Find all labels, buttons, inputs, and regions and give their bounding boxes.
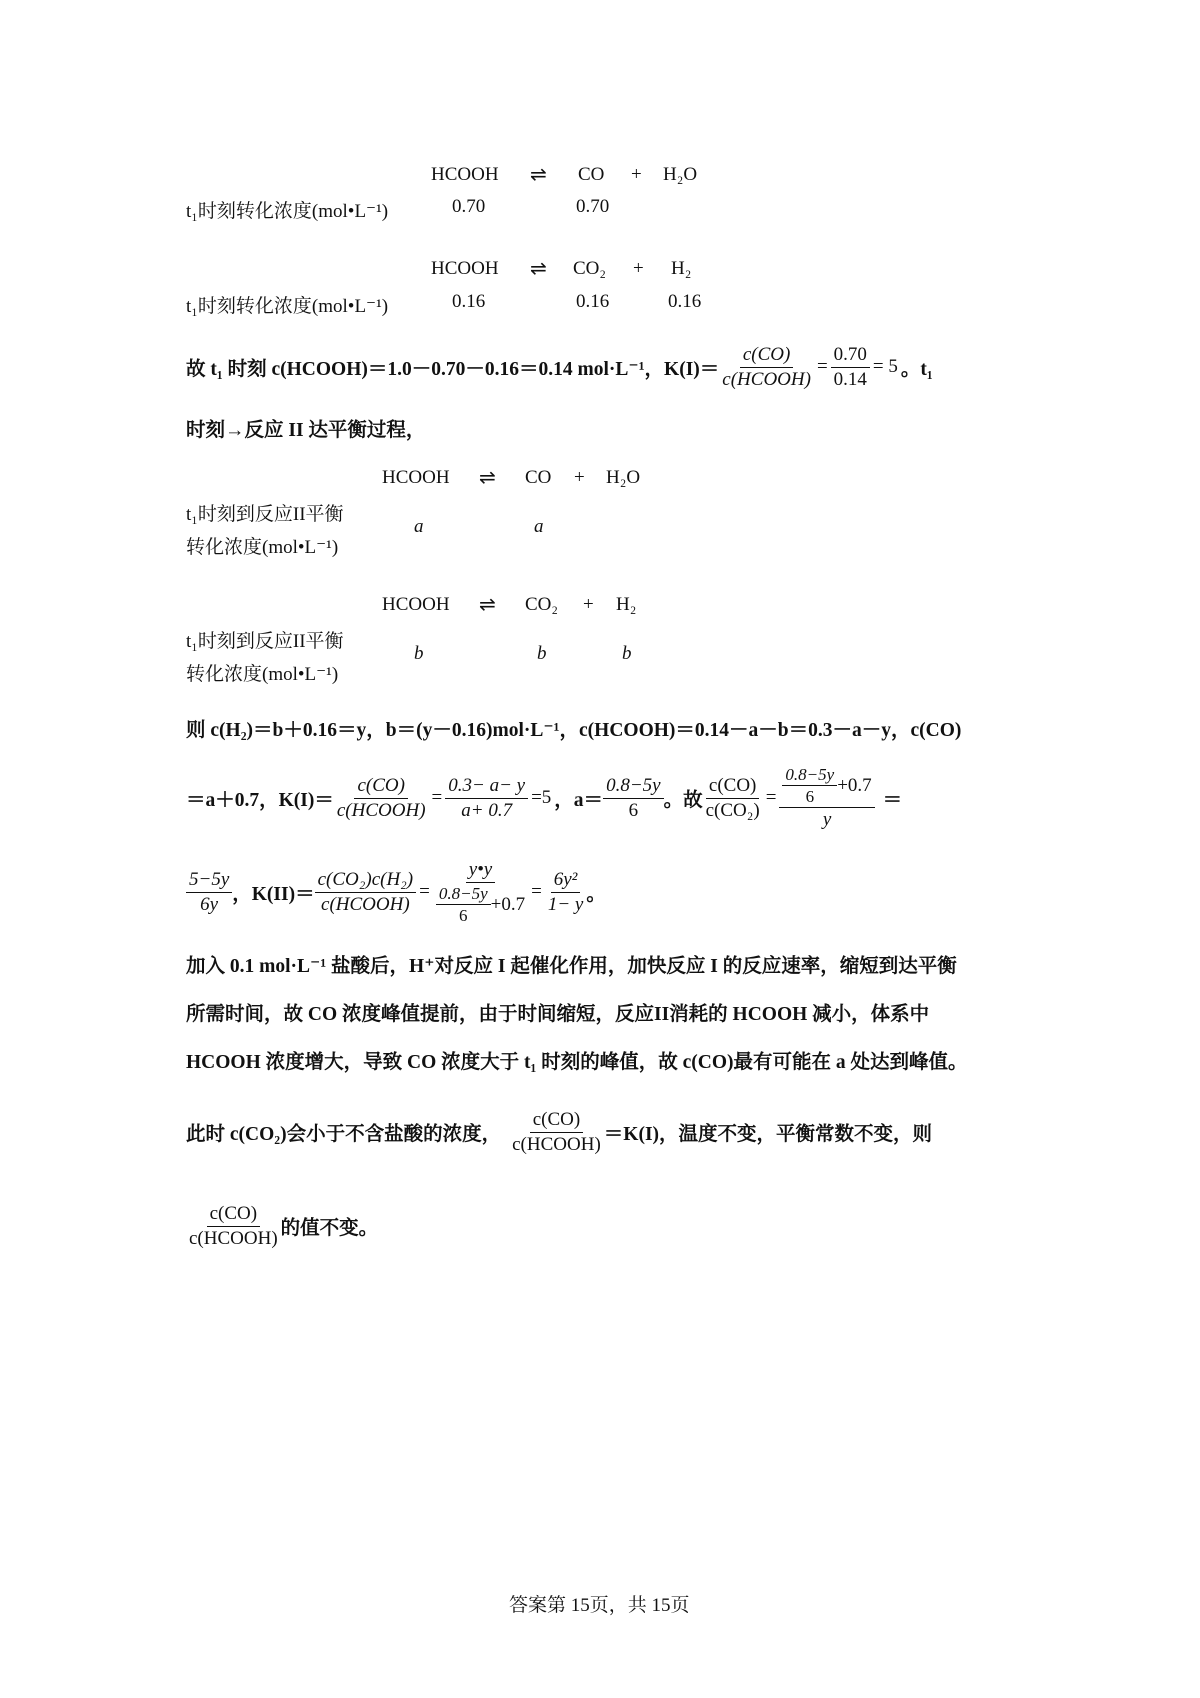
- table2-plus: +: [633, 258, 644, 279]
- inner-fraction: [436, 883, 491, 927]
- para1-text-b: 。t₁: [900, 359, 933, 380]
- table1-value-hcooh: 0.70: [452, 196, 486, 217]
- fraction-den: 6: [805, 787, 815, 807]
- table3-row-label-1: t₁时刻到反应II平衡: [186, 504, 344, 525]
- fraction-den: c(CO₂): [705, 799, 760, 821]
- fraction-co-co2: [703, 774, 763, 823]
- fraction-den: c(HCOOH): [189, 1227, 278, 1249]
- fraction-num: 0.8−5y: [436, 883, 491, 905]
- fraction-compound: [779, 764, 874, 832]
- fraction-kI-expr: [445, 774, 528, 823]
- fraction-kII-expr: [433, 858, 528, 926]
- para3-line2: 所需时间，故 CO 浓度峰值提前，由于时间缩短，反应II消耗的 HCOOH 减小，体系中: [186, 1004, 930, 1025]
- fraction-num: c(CO): [530, 1108, 583, 1133]
- para1-line1: [186, 345, 933, 389]
- table4-species-h2: H₂: [616, 594, 637, 615]
- table4-species-hcooh: HCOOH: [382, 594, 450, 615]
- plus-term: +0.7: [837, 774, 872, 796]
- table3-value-hcooh: a: [414, 516, 424, 537]
- equilibrium-arrow-4: ⇌: [479, 592, 496, 616]
- para3-line5-b: 的值不变。: [280, 1218, 379, 1239]
- fraction-num: 6y²: [551, 868, 581, 893]
- fraction-num: 0.3− a− y: [445, 774, 528, 799]
- equals-sign: =: [419, 881, 430, 902]
- fraction-kII-def: [315, 868, 417, 917]
- equilibrium-arrow-1: ⇌: [530, 162, 547, 186]
- fraction-den: c(HCOOH): [722, 368, 811, 390]
- para2-line1: 则 c(H₂)＝b＋0.16＝y，b＝(y－0.16)mol·L⁻¹，c(HCOOH)＝0.14－a－b＝0.3－a－y，c(CO): [186, 720, 962, 741]
- table4-row-label-2: 转化浓度(mol•L⁻¹): [186, 664, 339, 685]
- fraction-den: c(HCOOH): [512, 1133, 601, 1155]
- table2-species-co2: CO₂: [573, 258, 607, 279]
- para3-line4: [186, 1102, 932, 1162]
- fraction-kI-value: [831, 343, 870, 392]
- fraction-den: y: [822, 809, 832, 831]
- table3-species-h2o: H₂O: [606, 467, 641, 488]
- fraction-num: c(CO): [354, 774, 407, 799]
- para1-line2: 时刻→反应 II 达平衡过程，: [186, 420, 426, 441]
- fraction-den: 0.14: [833, 368, 867, 390]
- para2-line3: [186, 852, 606, 932]
- table2-value-co2: 0.16: [576, 291, 610, 312]
- table1-value-co: 0.70: [576, 196, 610, 217]
- fraction-co-hcooh: [509, 1108, 604, 1157]
- fraction-den: c(HCOOH): [321, 893, 410, 915]
- table1-row-label: t₁时刻转化浓度(mol•L⁻¹): [186, 201, 389, 222]
- fraction-num: 0.8−5y: [782, 764, 837, 786]
- table4-plus: +: [583, 594, 594, 615]
- fraction-kI-def: [719, 343, 814, 392]
- fraction-result-1: [186, 868, 232, 917]
- fraction-num: 0.8−5y: [603, 774, 664, 799]
- fraction-kI-def-2: [334, 774, 429, 823]
- table4-row-label-1: t₁时刻到反应II平衡: [186, 631, 344, 652]
- para3-line1: 加入 0.1 mol·L⁻¹ 盐酸后，H⁺对反应 I 起催化作用，加快反应 I 的反应速率，缩短到达平衡: [186, 956, 957, 977]
- fraction-num: c(CO₂)c(H₂): [315, 868, 417, 893]
- table1-species-hcooh: HCOOH: [431, 164, 499, 185]
- fraction-num: 0.70: [831, 343, 870, 368]
- equals-five: = 5: [872, 356, 898, 377]
- table4-species-co2: CO₂: [525, 594, 559, 615]
- para2-l2-b: ，a＝: [554, 790, 604, 811]
- fraction-den: c(HCOOH): [336, 799, 426, 821]
- fraction-num: y•y: [466, 858, 496, 883]
- para3-line3: HCOOH 浓度增大，导致 CO 浓度大于 t₁ 时刻的峰值，故 c(CO)最有可能在 a 处达到峰值。: [186, 1052, 968, 1073]
- fraction-den: 6: [458, 905, 468, 925]
- equals-sign: =: [531, 881, 542, 902]
- fraction-den: 6: [628, 799, 639, 821]
- inner-fraction: [782, 764, 837, 808]
- table4-value-h2: b: [622, 643, 632, 664]
- plus-term: +0.7: [490, 893, 526, 915]
- equilibrium-arrow-3: ⇌: [479, 465, 496, 489]
- para2-line2: [186, 758, 902, 838]
- para2-l2-end: ＝: [882, 790, 903, 811]
- fraction-den: 6y: [200, 893, 219, 915]
- table1-species-co: CO: [578, 164, 605, 185]
- para2-l2-a: ＝a＋0.7，K(I)＝: [186, 790, 334, 811]
- fraction-num: c(CO): [706, 774, 759, 799]
- equals-sign: =: [431, 787, 443, 808]
- para2-l3-end: 。: [586, 884, 606, 905]
- fraction-den: a+ 0.7: [461, 799, 513, 821]
- table3-species-co: CO: [525, 467, 552, 488]
- para3-line4-b: ＝K(I)，温度不变，平衡常数不变，则: [603, 1124, 933, 1145]
- table2-species-h2: H₂: [671, 258, 692, 279]
- equilibrium-arrow-2: ⇌: [530, 256, 547, 280]
- page-footer: 答案第 15页，共 15页: [509, 1595, 690, 1616]
- table2-row-label: t₁时刻转化浓度(mol•L⁻¹): [186, 296, 389, 317]
- para3-line5: [186, 1196, 378, 1256]
- fraction-num: c(CO): [740, 343, 793, 368]
- fraction-den: [433, 883, 528, 927]
- fraction-a-value: [603, 774, 664, 823]
- table3-value-co: a: [534, 516, 544, 537]
- fraction-num: [779, 764, 874, 809]
- table3-species-hcooh: HCOOH: [382, 467, 450, 488]
- fraction-num: c(CO): [207, 1202, 260, 1227]
- equals-five: =5: [531, 787, 552, 808]
- para3-line4-a: 此时 c(CO₂)会小于不含盐酸的浓度，: [186, 1124, 502, 1145]
- table4-value-hcooh: b: [414, 643, 424, 664]
- fraction-co-hcooh-2: [186, 1202, 281, 1251]
- para2-l3-a: ，K(II)＝: [232, 884, 315, 905]
- fraction-num: 5−5y: [186, 868, 232, 893]
- fraction-den: 1− y: [547, 893, 584, 915]
- equals-sign: =: [765, 787, 777, 808]
- table3-plus: +: [574, 467, 585, 488]
- table1-species-h2o: H₂O: [663, 164, 698, 185]
- table2-species-hcooh: HCOOH: [431, 258, 499, 279]
- table2-value-hcooh: 0.16: [452, 291, 486, 312]
- table2-value-h2: 0.16: [668, 291, 702, 312]
- table3-row-label-2: 转化浓度(mol•L⁻¹): [186, 537, 339, 558]
- equals-sign: =: [816, 356, 828, 377]
- table4-value-co2: b: [537, 643, 547, 664]
- fraction-kII-result: [545, 868, 587, 917]
- para1-text-a: 故 t₁ 时刻 c(HCOOH)＝1.0－0.70－0.16＝0.14 mol·L⁻¹，K(I)＝: [186, 359, 720, 380]
- para2-l2-c: 。故: [663, 790, 703, 811]
- table1-plus: +: [631, 164, 642, 185]
